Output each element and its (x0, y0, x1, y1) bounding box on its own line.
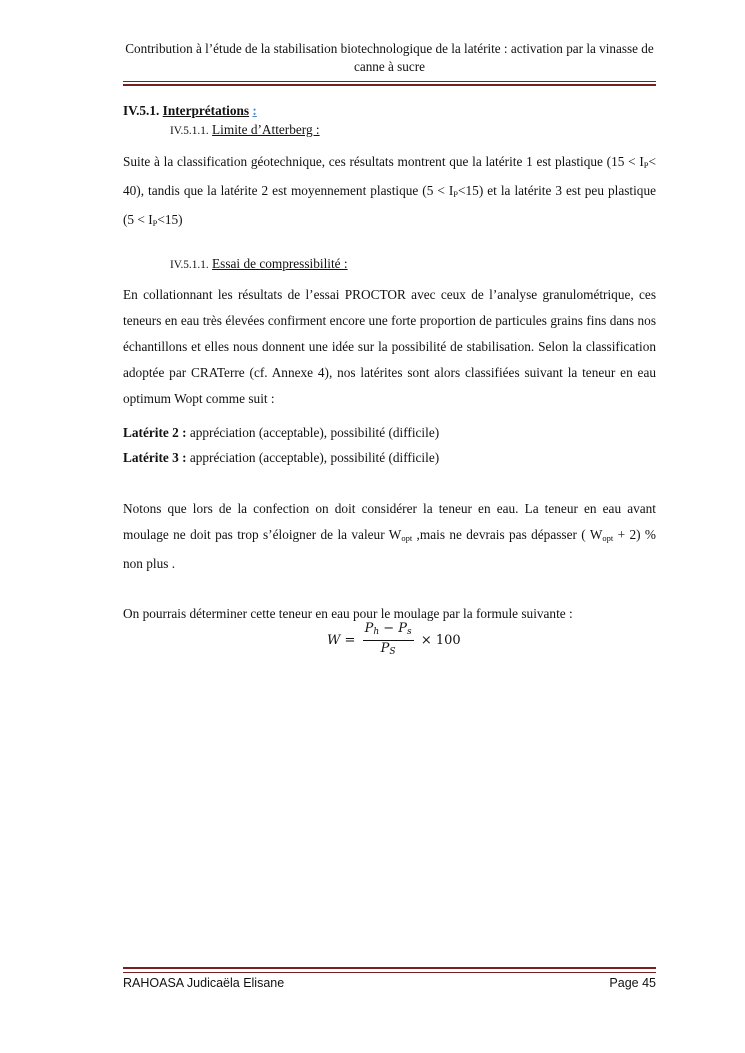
running-header: Contribution à l’étude de la stabilisation biotechnologique de la latérite : activation par la vinasse de canne à sucre (125, 41, 654, 74)
subsection-number: IV.5.1.1. (170, 125, 209, 137)
header-rule-thin (123, 81, 656, 82)
subsection-title: Limite d’Atterberg : (212, 122, 320, 137)
laterite-item: Latérite 2 : appréciation (acceptable), possibilité (difficile) (123, 425, 440, 440)
footer-author: RAHOASA Judicaëla Elisane (123, 976, 285, 990)
page-number: Page 45 (609, 976, 656, 990)
footer-rule-thick (123, 967, 656, 969)
page-body (123, 101, 656, 627)
paragraph-formula-intro: On pourrais déterminer cette teneur en eau pour le moulage par la formule suivante : (123, 606, 573, 621)
subsection-heading-compressibility (170, 255, 656, 273)
paragraph-atterberg: Suite à la classification géotechnique, ces résultats montrent que la latérite 1 est plastique $(15 < I_P< 40)$, tandis que la latérite 2 est moyennement plastique $(5 < I_P<15)$ et la latérite 3 est peu plastique $(5 < I_P<15)$ (123, 154, 656, 228)
subsection-heading-atterberg (170, 121, 656, 139)
footer-rule-thin (123, 972, 656, 973)
subsection-title: Essai de compressibilité : (212, 256, 348, 271)
water-content-formula: W = $\frac{Ph - Ps}{PS}$ × 100 (327, 621, 461, 657)
laterite-list (123, 420, 656, 470)
subsection-number: IV.5.1.1. (170, 259, 209, 271)
section-title: Interprétations (162, 103, 250, 118)
laterite-item: Latérite 3 : appréciation (acceptable), possibilité (difficile) (123, 450, 440, 465)
header-rule-thick (123, 84, 656, 86)
section-number: IV.5.1. (123, 103, 160, 118)
section-colon: : (252, 103, 257, 118)
paragraph-moulage: Notons que lors de la confection on doit considérer la teneur en eau. La teneur en eau avant moulage ne doit pas trop s’éloigner de la valeur $W_{opt}$ ,mais ne devrais pas dépasser ( $W_{opt} + 2$) % non plus . (123, 501, 656, 571)
paragraph-proctor: En collationnant les résultats de l’essai PROCTOR avec ceux de l’analyse granulométrique, ces teneurs en eau très élevées confirment encore une forte proportion de particules grains fins dans nos échantillons et elles nous donnent une idée sur la possibilité de stabilisation. Selon la classification adoptée par CRATerre (cf. Annexe 4), nos latérites sont alors classifiées suivant la teneur en eau optimum Wopt comme suit : (123, 287, 656, 406)
section-heading (123, 101, 656, 121)
